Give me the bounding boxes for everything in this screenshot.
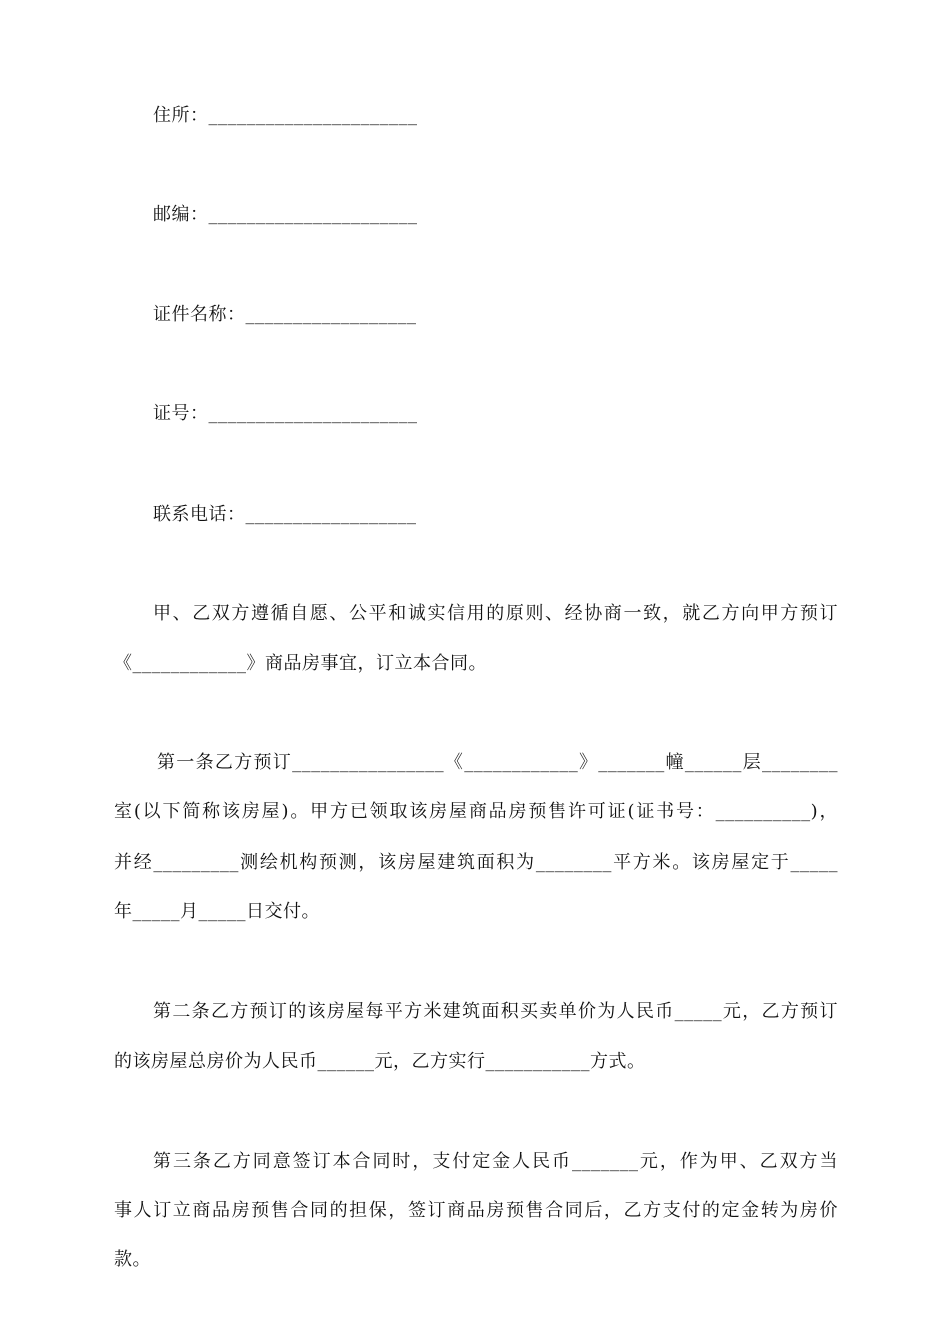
article-3-line-2: 事人订立商品房预售合同的担保，签订商品房预售合同后，乙方支付的定金转为房价 [114, 1200, 838, 1221]
postcode-field: 邮编：______________________ [153, 204, 418, 225]
article-1-line-1: 第一条乙方预订________________《____________》_______幢______层________ [157, 752, 838, 773]
id-type-field: 证件名称：__________________ [153, 304, 417, 325]
preamble-line-2: 《____________》商品房事宜，订立本合同。 [114, 653, 487, 674]
article-3-line-3: 款。 [114, 1249, 151, 1270]
article-1-line-3: 并经_________测绘机构预测，该房屋建筑面积为________平方米。该房屋定于_____ [114, 852, 838, 873]
id-number-field: 证号：______________________ [153, 403, 418, 424]
phone-field: 联系电话：__________________ [153, 504, 417, 525]
article-1-line-2: 室(以下简称该房屋)。甲方已领取该房屋商品房预售许可证(证书号：__________)， [114, 801, 838, 822]
article-3-line-1: 第三条乙方同意签订本合同时，支付定金人民币_______元，作为甲、乙双方当 [153, 1151, 838, 1172]
preamble-line-1: 甲、乙双方遵循自愿、公平和诚实信用的原则、经协商一致，就乙方向甲方预订 [153, 603, 838, 624]
article-2-line-1: 第二条乙方预订的该房屋每平方米建筑面积买卖单价为人民币_____元，乙方预订 [153, 1001, 838, 1022]
article-2-line-2: 的该房屋总房价为人民币______元，乙方实行___________方式。 [114, 1051, 646, 1072]
article-1-line-4: 年_____月_____日交付。 [114, 901, 320, 922]
address-field: 住所：______________________ [153, 105, 418, 126]
